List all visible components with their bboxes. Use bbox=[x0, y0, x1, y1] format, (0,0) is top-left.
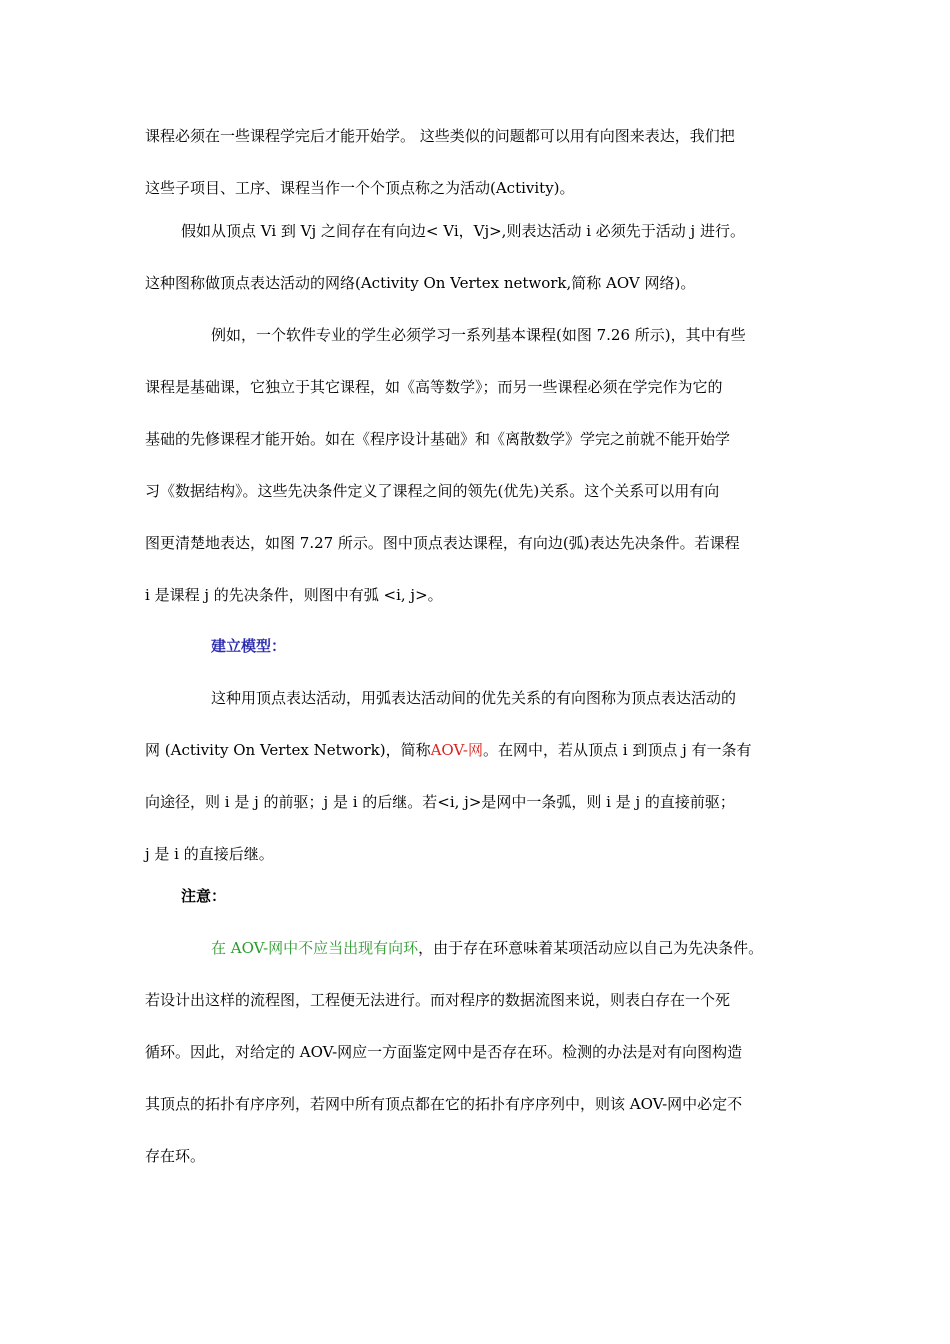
paragraph-line: 基础的先修课程才能开始。如在《程序设计基础》和《离散数学》学完之前就不能开始学 bbox=[145, 430, 731, 448]
paragraph-line: 这些子项目、工序、课程当作一个个顶点称之为活动(Activity)。 bbox=[145, 179, 575, 197]
section-heading-model: 建立模型： bbox=[211, 637, 287, 655]
paragraph-line: 其顶点的拓扑有序序列，若网中所有顶点都在它的拓扑有序序列中，则该 AOV-网中必定不 bbox=[145, 1095, 743, 1113]
paragraph-line: 习《数据结构》。这些先决条件定义了课程之间的领先(优先)关系。这个关系可以用有向 bbox=[145, 482, 720, 500]
paragraph-line: 循环。因此，对给定的 AOV-网应一方面鉴定网中是否存在环。检测的办法是对有向图构造 bbox=[145, 1043, 743, 1061]
highlight-red-term: AOV-网 bbox=[430, 741, 483, 759]
paragraph-line: 假如从顶点 Vi 到 Vj 之间存在有向边< Vi，Vj>,则表达活动 i 必须先于活动 j 进行。 bbox=[181, 222, 745, 240]
paragraph-line: 这种图称做顶点表达活动的网络(Activity On Vertex network,简称 AOV 网络)。 bbox=[145, 274, 696, 292]
text-segment: ，由于存在环意味着某项活动应以自己为先决条件。 bbox=[418, 939, 764, 957]
paragraph-line bbox=[211, 938, 763, 958]
paragraph-line: 课程是基础课，它独立于其它课程，如《高等数学》；而另一些课程必须在学完作为它的 bbox=[145, 378, 723, 396]
paragraph-line: 存在环。 bbox=[145, 1147, 206, 1165]
paragraph-line: 这种用顶点表达活动，用弧表达活动间的优先关系的有向图称为顶点表达活动的 bbox=[211, 689, 737, 707]
highlight-green-text: 在 AOV-网中不应当出现有向环 bbox=[211, 939, 419, 957]
paragraph-line bbox=[145, 740, 752, 760]
paragraph-line: i 是课程 j 的先决条件，则图中有弧 <i, j>。 bbox=[145, 586, 443, 604]
text-segment: 。在网中，若从顶点 i 到顶点 j 有一条有 bbox=[482, 741, 752, 759]
paragraph-line: j 是 i 的直接后继。 bbox=[145, 845, 274, 863]
paragraph-line: 课程必须在一些课程学完后才能开始学。 这些类似的问题都可以用有向图来表达，我们把 bbox=[145, 127, 735, 145]
section-heading-note: 注意： bbox=[181, 887, 227, 905]
paragraph-line: 例如，一个软件专业的学生必须学习一系列基本课程(如图 7.26 所示)，其中有些 bbox=[211, 326, 746, 344]
paragraph-line: 图更清楚地表达，如图 7.27 所示。图中顶点表达课程，有向边(弧)表达先决条件。若课程 bbox=[145, 534, 740, 552]
paragraph-line: 向途径，则 i 是 j 的前驱；j 是 i 的后继。若<i, j>是网中一条弧，则 i 是 j 的直接前驱； bbox=[145, 793, 735, 811]
paragraph-line: 若设计出这样的流程图，工程便无法进行。而对程序的数据流图来说，则表白存在一个死 bbox=[145, 991, 731, 1009]
text-segment: 网 (Activity On Vertex Network)，简称 bbox=[145, 741, 431, 759]
